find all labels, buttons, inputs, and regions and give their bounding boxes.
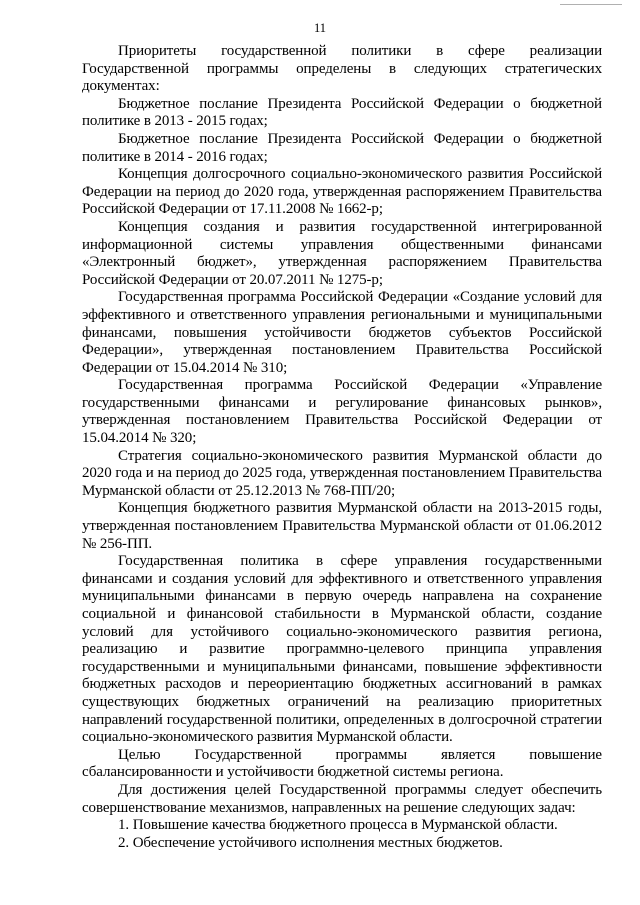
paragraph-murmansk-strategy: Стратегия социально-экономического развития Мурманской области до 2020 года и на период до 2025 года, утвержденная постановлением Правительства Мурманской области от 25.12.2013 № 768-ПП/20; [82, 447, 602, 499]
paragraph-budget-message-2014: Бюджетное послание Президента Российской Федерации о бюджетной политике в 2014 - 2016 годах; [82, 130, 602, 165]
corner-scan-mark [560, 4, 622, 5]
paragraph-state-policy: Государственная политика в сфере управления государственными финансами и создания условий для эффективного и ответственного управления муниципальными финансами в первую очередь направлена на сохранение социальной и финансовой стабильности в Мурманской области, создание условий для устойчивого социально-экономического развития региона, реализацию и развитие программно-целевого принципа управления государственными и муниципальными финансами, повышение эффективности бюджетных расходов и переориентацию бюджетных ассигнований в рамках существующих бюджетных ограничений на реализацию приоритетных направлений государственной политики, определенных в долгосрочной стратегии социально-экономического развития Мурманской области. [82, 553, 602, 746]
paragraph-tasks-intro: Для достижения целей Государственной программы следует обеспечить совершенствование механизмов, направленных на решение следующих задач: [82, 781, 602, 816]
task-item-1: 1. Повышение качества бюджетного процесса в Мурманской области. [118, 817, 558, 834]
paragraph-budget-message-2013: Бюджетное послание Президента Российской Федерации о бюджетной политике в 2013 - 2015 годах; [82, 95, 602, 130]
paragraph-budget-development-concept: Концепция бюджетного развития Мурманской области на 2013-2015 годы, утвержденная постановлением Правительства Мурманской области от 01.06.2012 № 256-ПП. [82, 500, 602, 552]
task-item-2: 2. Обеспечение устойчивого исполнения местных бюджетов. [118, 834, 503, 851]
page-number: 11 [313, 21, 327, 35]
paragraph-state-program-320: Государственная программа Российской Федерации «Управление государственными финансами и регулирование финансовых рынков», утвержденная постановлением Правительства Российской Федерации от 15.04.2014 № 320; [82, 377, 602, 447]
paragraph-program-goal: Целью Государственной программы является повышение сбалансированности и устойчивости бюджетной системы региона. [82, 746, 602, 781]
paragraph-state-program-310: Государственная программа Российской Федерации «Создание условий для эффективного и ответственного управления региональными и муниципальными финансами, повышения устойчивости бюджетов субъектов Российской Федерации», утвержденная постановлением Правительства Российской Федерации от 15.04.2014 № 310; [82, 289, 602, 376]
paragraph-long-term-concept: Концепция долгосрочного социально-экономического развития Российской Федерации на период до 2020 года, утвержденная распоряжением Правительства Российской Федерации от 17.11.2008 № 1662-р; [82, 166, 602, 218]
document-body [82, 43, 602, 852]
paragraph-electronic-budget-concept: Концепция создания и развития государственной интегрированной информационной системы управления общественными финансами «Электронный бюджет», утвержденная распоряжением Правительства Российской Федерации от 20.07.2011 № 1275-р; [82, 218, 602, 288]
paragraph-priorities-intro: Приоритеты государственной политики в сфере реализации Государственной программы определены в следующих стратегических документах: [82, 43, 602, 95]
